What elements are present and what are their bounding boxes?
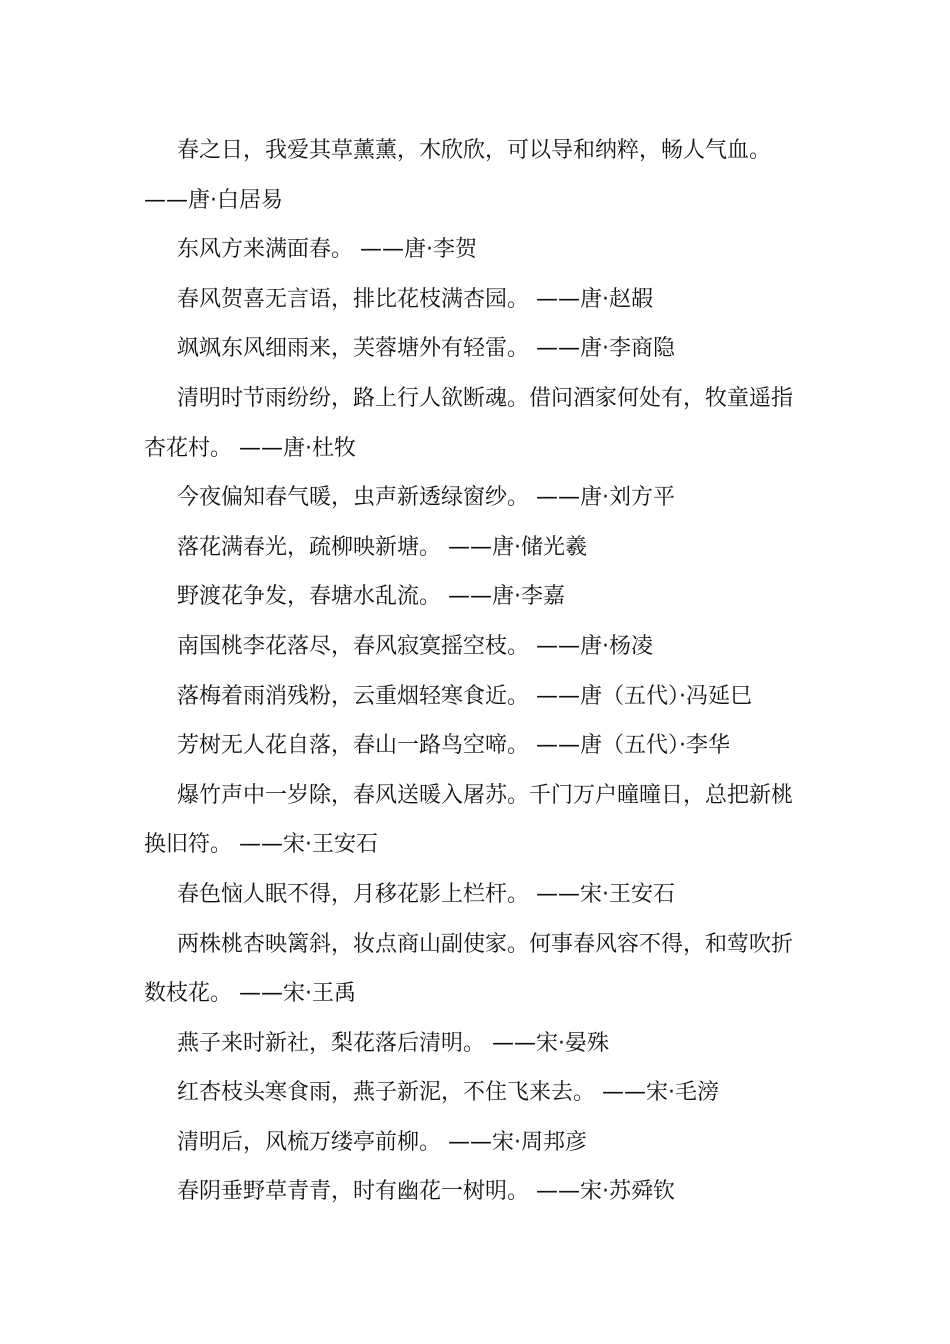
quote-paragraph-8: 野渡花争发，春塘水乱流。 ——唐·李嘉 [177,584,565,610]
quote-paragraph-15: 燕子来时新社，梨花落后清明。 ——宋·晏殊 [177,1030,609,1056]
quote-paragraph-5: 清明时节雨纷纷，路上行人欲断魂。借问酒家何处有，牧童遥指杏花村。 ——唐·杜牧 [144,385,794,461]
quote-paragraph-11: 芳树无人花自落，春山一路鸟空啼。 ——唐（五代）·李华 [177,733,730,759]
quote-paragraph-3: 春风贺喜无言语，排比花枝满杏园。 ——唐·赵嘏 [177,286,653,312]
poem-quote-list [144,126,810,1217]
quote-paragraph-7: 落花满春光，疏柳映新塘。 ——唐·储光羲 [177,534,587,560]
quote-paragraph-4: 飒飒东风细雨来，芙蓉塘外有轻雷。 ——唐·李商隐 [177,336,675,362]
quote-paragraph-16: 红杏枝头寒食雨，燕子新泥，不住飞来去。 ——宋·毛滂 [177,1080,719,1106]
quote-paragraph-18: 春阴垂野草青青，时有幽花一树明。 ——宋·苏舜钦 [177,1179,675,1205]
quote-paragraph-13: 春色恼人眠不得，月移花影上栏杆。 ——宋·王安石 [177,881,675,907]
quote-paragraph-1: 春之日，我爱其草薰薰，木欣欣，可以导和纳粹，畅人气血。——唐·白居易 [144,138,772,213]
quote-paragraph-9: 南国桃李花落尽，春风寂寞摇空枝。 ——唐·杨凌 [177,633,653,659]
quote-paragraph-17: 清明后，风梳万缕亭前柳。 ——宋·周邦彦 [177,1129,587,1155]
quote-paragraph-14: 两株桃杏映篱斜，妆点商山副使家。何事春风容不得，和莺吹折数枝花。 ——宋·王禹 [144,931,794,1007]
quote-paragraph-10: 落梅着雨消残粉，云重烟轻寒食近。 ——唐（五代）·冯延巳 [177,683,752,709]
quote-paragraph-12: 爆竹声中一岁除，春风送暖入屠苏。千门万户曈曈日，总把新桃换旧符。 ——宋·王安石 [144,782,794,858]
quote-paragraph-6: 今夜偏知春气暖，虫声新透绿窗纱。 ——唐·刘方平 [177,485,675,511]
quote-paragraph-2: 东风方来满面春。 ——唐·李贺 [177,237,477,263]
